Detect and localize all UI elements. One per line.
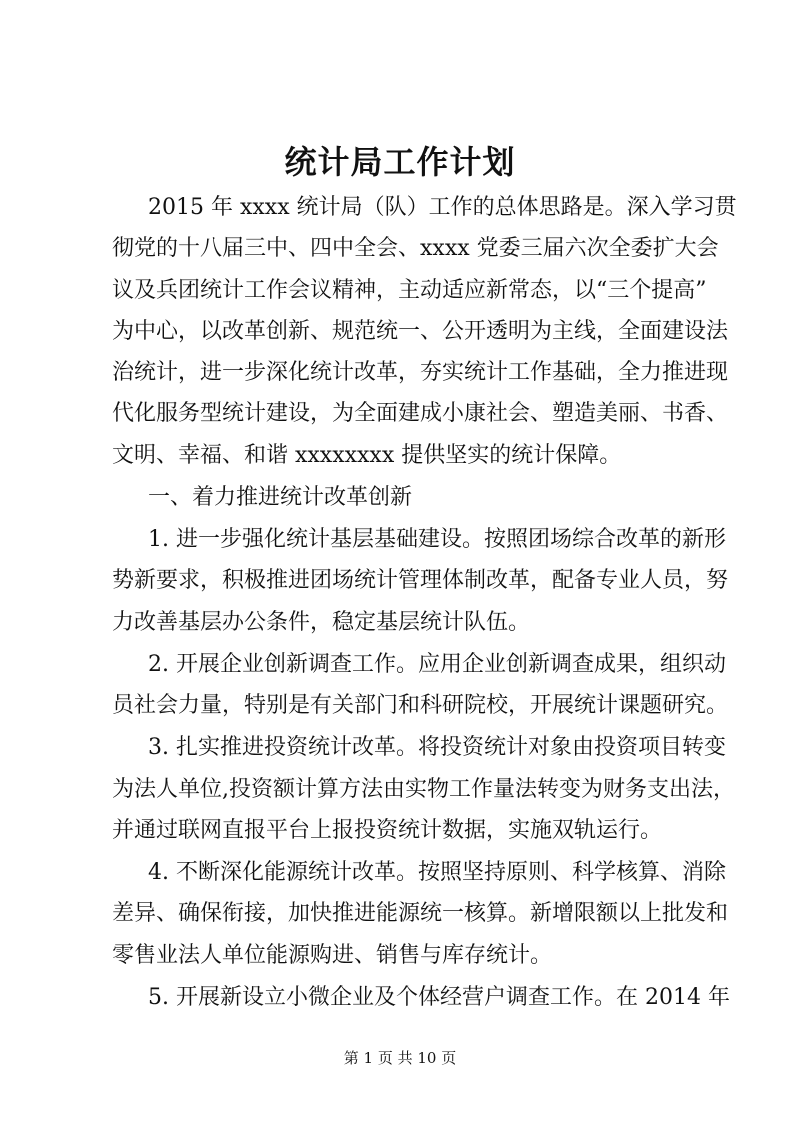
body-line: 4. 不断深化能源统计改革。按照坚持原则、科学核算、消除 — [148, 860, 726, 885]
body-line: 零售业法人单位能源购进、销售与库存统计。 — [112, 943, 553, 968]
body-line: 文明、幸福、和谐 xxxxxxxx 提供坚实的统计保障。 — [112, 443, 622, 468]
body-line: 代化服务型统计建设，为全面建成小康社会、塑造美丽、书香、 — [112, 401, 729, 426]
body-line: 彻党的十八届三中、四中全会、xxxx 党委三届六次全委扩大会 — [112, 236, 719, 261]
body-line: 为法人单位,投资额计算方法由实物工作量法转变为财务支出法， — [112, 777, 735, 802]
body-line: 并通过联网直报平台上报投资统计数据，实施双轨运行。 — [112, 818, 663, 843]
section-heading: 一、着力推进统计改革创新 — [148, 485, 413, 510]
body-line: 员社会力量，特别是有关部门和科研院校，开展统计课题研究。 — [112, 693, 729, 718]
body-line: 为中心，以改革创新、规范统一、公开透明为主线，全面建设法 — [112, 319, 729, 344]
body-line: 2015 年 xxxx 统计局（队）工作的总体思路是。深入学习贯 — [148, 195, 737, 220]
body-line: 2. 开展企业创新调查工作。应用企业创新调查成果，组织动 — [148, 652, 726, 677]
body-line: 力改善基层办公条件，稳定基层统计队伍。 — [112, 610, 531, 635]
document-title: 统计局工作计划 — [284, 143, 516, 181]
body-line: 5. 开展新设立小微企业及个体经营户调查工作。在 2014 年 — [148, 985, 730, 1010]
body-line: 1. 进一步强化统计基层基础建设。按照团场综合改革的新形 — [148, 527, 726, 552]
body-line: 3. 扎实推进投资统计改革。将投资统计对象由投资项目转变 — [148, 735, 726, 760]
body-line: 势新要求，积极推进团场统计管理体制改革，配备专业人员，努 — [112, 568, 729, 593]
body-line: 差异、确保衔接，加快推进能源统一核算。新增限额以上批发和 — [112, 901, 729, 926]
body-line: 议及兵团统计工作会议精神，主动适应新常态，以“三个提高” — [112, 278, 707, 303]
body-line: 治统计，进一步深化统计改革，夯实统计工作基础，全力推进现 — [112, 360, 729, 385]
page-number: 第 1 页 共 10 页 — [343, 1049, 457, 1067]
